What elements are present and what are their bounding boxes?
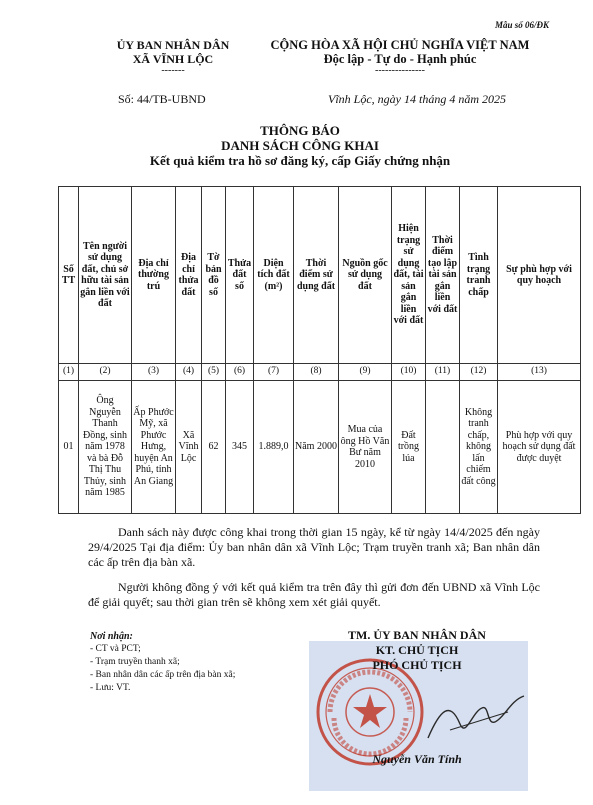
issuer-line2: XÃ VĨNH LỘC — [132, 52, 214, 66]
title-line1: THÔNG BÁO — [260, 123, 340, 138]
national-motto: Độc lập - Tự do - Hạnh phúc — [323, 52, 477, 66]
recipient-item: - Ban nhân dân các ấp trên địa bàn xã; — [90, 670, 236, 680]
table-cell: Phù hợp với quy hoạch sử dụng đất được duyệt — [498, 381, 581, 514]
table-cell: 62 — [202, 381, 226, 514]
header-cell: Tình trạng tranh chấp — [460, 187, 498, 364]
title-line3: Kết quả kiểm tra hồ sơ đăng ký, cấp Giấy chứng nhận — [149, 153, 451, 168]
table-cell — [426, 381, 460, 514]
column-number: (12) — [460, 364, 498, 381]
column-number: (13) — [498, 364, 581, 381]
header-cell: Thời điểm tạo lập tài sản gắn liền với đất — [426, 187, 460, 364]
national-line1: CỘNG HÒA XÃ HỘI CHỦ NGHĨA VIỆT NAM — [270, 38, 530, 52]
recipients-block — [90, 630, 290, 695]
handwritten-signature — [420, 690, 530, 750]
national-header — [250, 38, 550, 76]
date-line: Vĩnh Lộc, ngày 14 tháng 4 năm 2025 — [328, 92, 506, 106]
column-number: (3) — [132, 364, 176, 381]
column-number: (6) — [226, 364, 254, 381]
header-cell: Tờ bản đồ số — [202, 187, 226, 364]
table-cell: Xã Vĩnh Lộc — [176, 381, 202, 514]
header-cell: Nguồn gốc sử dụng đất — [339, 187, 392, 364]
column-number: (2) — [79, 364, 132, 381]
column-number: (1) — [59, 364, 79, 381]
recipient-item: - Lưu: VT. — [90, 683, 131, 693]
column-number: (5) — [202, 364, 226, 381]
header-cell: Tên người sử dụng đất, chủ sở hữu tài sản gắn liền với đất — [79, 187, 132, 364]
document-number: Số: 44/TB-UBND — [118, 92, 206, 106]
national-separator: --------------- — [375, 65, 425, 76]
column-number: (10) — [392, 364, 426, 381]
recipient-item: - Trạm truyền thanh xã; — [90, 657, 180, 667]
table-cell: Mua của ông Hồ Văn Bư năm 2010 — [339, 381, 392, 514]
column-number: (9) — [339, 364, 392, 381]
signature-line1: TM. ỦY BAN NHÂN DÂN — [348, 628, 486, 642]
table-cell: Không tranh chấp, không lấn chiếm đất công — [460, 381, 498, 514]
title-block — [60, 123, 540, 168]
issuer-line1: ỦY BAN NHÂN DÂN — [116, 38, 230, 52]
table-cell: 345 — [226, 381, 254, 514]
table-cell: 01 — [59, 381, 79, 514]
header-cell: Địa chỉ thửa đất — [176, 187, 202, 364]
table-cell: 1.889,0 — [254, 381, 294, 514]
header-cell: Địa chỉ thường trú — [132, 187, 176, 364]
title-line2: DANH SÁCH CÔNG KHAI — [221, 138, 379, 153]
issuer-separator: ------- — [161, 65, 185, 76]
table-cell: Ấp Phước Mỹ, xã Phước Hưng, huyện An Phú, tỉnh An Giang — [132, 381, 176, 514]
recipients-title: Nơi nhận: — [90, 631, 133, 642]
result-table — [58, 186, 581, 514]
header-cell: Diện tích đất (m²) — [254, 187, 294, 364]
form-number: Mẫu số 06/ĐK — [494, 20, 549, 30]
signer-name: Nguyễn Văn Tính — [372, 752, 462, 766]
column-number: (4) — [176, 364, 202, 381]
notice-paragraph-2: Người không đồng ý với kết quả kiểm tra trên đây thì gửi đơn đến UBND xã Vĩnh Lộc để giải quyết; sau thời gian trên sẽ không xem xét giải quyết. — [88, 580, 540, 609]
issuer-header — [98, 38, 248, 76]
signature-line3: PHÓ CHỦ TỊCH — [372, 658, 462, 672]
table-header-row — [59, 187, 581, 364]
header-cell: Số TT — [59, 187, 79, 364]
header-cell: Hiện trạng sử dụng đất, tài sản gắn liền với đất — [392, 187, 426, 364]
recipient-item: - CT và PCT; — [90, 644, 141, 654]
table-cell: Năm 2000 — [294, 381, 339, 514]
table-cell: Ông Nguyễn Thanh Đồng, sinh năm 1978 và bà Đỗ Thị Thu Thủy, sinh năm 1985 — [79, 381, 132, 514]
notice-paragraph-1: Danh sách này được công khai trong thời gian 15 ngày, kể từ ngày 14/4/2025 đến ngày 29/4/2025 Tại địa điểm: Ủy ban nhân dân xã Vĩnh Lộc; Trạm truyền tranh xã; Ban nhân dân các ấp trên địa bàn xã. — [88, 525, 540, 569]
column-number: (7) — [254, 364, 294, 381]
signature-line2: KT. CHỦ TỊCH — [375, 643, 459, 657]
table-row — [59, 381, 581, 514]
header-cell: Thời điểm sử dụng đất — [294, 187, 339, 364]
table-cell: Đất trồng lúa — [392, 381, 426, 514]
header-cell: Thửa đất số — [226, 187, 254, 364]
column-number: (8) — [294, 364, 339, 381]
column-number: (11) — [426, 364, 460, 381]
signature-block — [300, 628, 534, 673]
header-cell: Sự phù hợp với quy hoạch — [498, 187, 581, 364]
column-number-row — [59, 364, 581, 381]
